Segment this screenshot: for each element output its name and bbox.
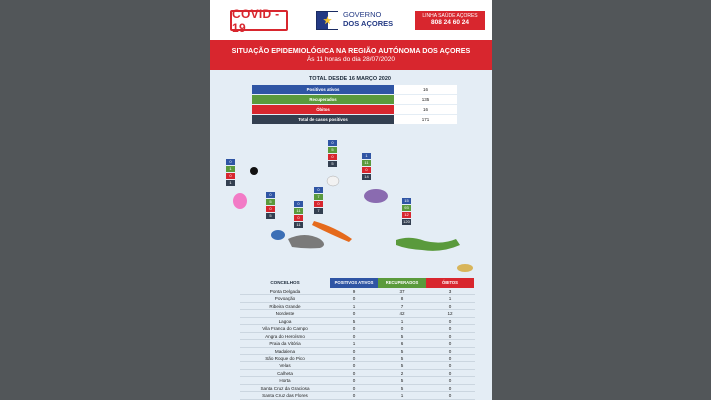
summary-table: [252, 85, 457, 125]
header-concelhos: CONCELHOS: [270, 280, 300, 285]
summary-value: 171: [394, 115, 457, 124]
cell-active: 0: [352, 326, 356, 332]
cell-active: 0: [352, 393, 356, 399]
cell-deaths: 0: [448, 326, 452, 332]
cell-deaths: 0: [448, 355, 452, 361]
graciosa-island: [327, 176, 339, 186]
summary-value: 16: [394, 105, 457, 114]
badge-active: 15: [402, 198, 411, 204]
table-row: [240, 348, 475, 355]
hotline-box: [415, 11, 485, 30]
santa-maria-island: [457, 264, 473, 272]
table-row: [240, 325, 475, 332]
table-row: [240, 288, 475, 295]
badge-deaths: 0: [314, 201, 323, 207]
pico-island: [288, 235, 324, 248]
cell-active: 0: [352, 385, 356, 391]
summary-value: 16: [394, 85, 457, 94]
flores-badge: [226, 159, 235, 187]
cell-name: Horta: [279, 378, 291, 384]
header-recovered: RECUPERADOS: [378, 278, 426, 288]
sao-miguel-badge: [402, 198, 411, 226]
pico-badge: [294, 201, 303, 229]
cell-recovered: 37: [399, 289, 405, 294]
cell-name: Madalena: [274, 348, 296, 354]
table-row: [240, 385, 475, 392]
government-logo-text: [343, 11, 403, 28]
summary-row: [252, 85, 457, 94]
cell-deaths: 0: [448, 363, 452, 369]
table-row: [240, 355, 475, 362]
cell-recovered: 5: [400, 348, 404, 354]
cell-deaths: 0: [448, 370, 452, 376]
badge-recovered: 11: [294, 208, 303, 214]
islands-map: [210, 135, 492, 280]
badge-total: 120: [403, 219, 410, 224]
cell-recovered: 2: [400, 370, 404, 376]
cell-deaths: 0: [448, 385, 452, 391]
cell-recovered: 42: [399, 311, 405, 317]
sao-miguel-island: [396, 238, 460, 251]
cell-active: 1: [352, 303, 356, 309]
badge-active: 1: [362, 153, 371, 159]
table-row: [240, 310, 475, 317]
cell-name: São Roque do Pico: [265, 355, 305, 361]
badge-active: 0: [226, 159, 235, 165]
table-header: [240, 278, 475, 288]
header-deaths: ÓBITOS: [426, 278, 474, 288]
badge-active: 0: [328, 140, 337, 146]
faial-island: [271, 230, 285, 240]
cell-active: 0: [352, 355, 356, 361]
summary-row: [252, 105, 457, 114]
cell-name: Angra do Heroísmo: [265, 333, 305, 339]
cell-name: Lagoa: [278, 318, 292, 324]
badge-active: 0: [294, 201, 303, 207]
table-row: [240, 362, 475, 369]
cell-deaths: 0: [448, 341, 452, 347]
cell-recovered: 1: [400, 318, 404, 324]
cell-deaths: 0: [448, 378, 452, 384]
badge-active: 0: [266, 192, 275, 198]
badge-total: 5: [266, 213, 275, 219]
hotline-label: LINHA SAÚDE AÇORES: [422, 13, 478, 19]
cell-deaths: 3: [448, 289, 452, 294]
badge-total: 11: [294, 222, 303, 228]
graciosa-badge: [328, 140, 337, 168]
summary-label: Recuperados: [252, 95, 394, 104]
cell-active: 0: [352, 348, 356, 354]
summary-label: Total de casos positivos: [252, 115, 394, 124]
badge-recovered: 5: [328, 147, 337, 153]
terceira-badge: [362, 153, 371, 181]
cell-active: 5: [352, 318, 356, 324]
concelhos-table: [240, 278, 475, 400]
badge-active: 0: [314, 187, 323, 193]
azores-map: [210, 135, 492, 280]
cell-deaths: 1: [448, 296, 452, 302]
hotline-number: 808 24 60 24: [431, 19, 469, 26]
cell-recovered: 5: [400, 333, 404, 339]
summary-label: Positivos ativos: [252, 85, 394, 94]
cell-name: Nordeste: [275, 311, 295, 317]
table-row: [240, 377, 475, 384]
faial-badge: [266, 192, 275, 220]
header-active: POSITIVOS ATIVOS: [330, 278, 378, 288]
cell-deaths: 0: [448, 393, 452, 399]
badge-deaths: 0: [362, 167, 371, 173]
cell-name: Ribeira Grande: [269, 303, 301, 309]
sao-jorge-badge: [314, 187, 323, 215]
table-row: [240, 370, 475, 377]
cell-recovered: 5: [400, 385, 404, 391]
corvo-island: [250, 167, 258, 175]
gov-line-2: DOS AÇORES: [343, 18, 394, 28]
cell-name: Praia da Vitória: [269, 341, 301, 347]
badge-total: 7: [314, 208, 323, 214]
cell-recovered: 0: [400, 326, 404, 332]
title-banner: [210, 40, 492, 70]
cell-active: 0: [352, 296, 356, 302]
banner-title: SITUAÇÃO EPIDEMIOLÓGICA NA REGIÃO AUTÓNOMA DOS AÇORES: [231, 46, 471, 55]
badge-deaths: 0: [294, 215, 303, 221]
cell-name: Santa Cruz das Flores: [262, 393, 308, 399]
cell-active: 9: [352, 289, 356, 294]
cell-name: Vila Franca do Campo: [262, 326, 308, 332]
table-row: [240, 303, 475, 310]
terceira-island: [364, 189, 388, 203]
cell-recovered: 8: [400, 296, 404, 302]
table-row: [240, 295, 475, 302]
table-row: [240, 318, 475, 325]
badge-total: 14: [362, 174, 371, 180]
table-row: [240, 340, 475, 347]
document-page: [210, 0, 492, 400]
cell-active: 0: [352, 363, 356, 369]
cell-name: Ponta Delgada: [269, 289, 301, 294]
cell-recovered: 7: [400, 303, 404, 309]
cell-name: Velas: [279, 363, 291, 369]
cell-recovered: 5: [400, 355, 404, 361]
cell-active: 0: [352, 333, 356, 339]
badge-recovered: 7: [314, 194, 323, 200]
cell-recovered: 5: [400, 378, 404, 384]
cell-deaths: 12: [447, 311, 453, 317]
cell-recovered: 1: [400, 393, 404, 399]
summary-title: TOTAL DESDE 16 MARÇO 2020: [309, 76, 391, 82]
cell-active: 0: [352, 311, 356, 317]
summary-row: [252, 95, 457, 104]
gov-line-1: GOVERNO: [343, 10, 382, 19]
badge-recovered: 1: [226, 166, 235, 172]
cell-name: Povoação: [274, 296, 296, 302]
cell-active: 0: [352, 378, 356, 384]
summary-value: 135: [394, 95, 457, 104]
cell-deaths: 0: [448, 333, 452, 339]
cell-deaths: 0: [448, 318, 452, 324]
azores-flag-icon: [316, 11, 338, 30]
covid-logo: COVID - 19: [230, 10, 288, 31]
badge-deaths: 0: [328, 154, 337, 160]
summary-label: Óbitos: [252, 105, 394, 114]
badge-recovered: 93: [402, 205, 411, 211]
badge-deaths: 0: [226, 173, 235, 179]
table-row: [240, 333, 475, 340]
table-body: [240, 288, 475, 400]
badge-recovered: 11: [362, 160, 371, 166]
cell-recovered: 6: [400, 341, 404, 347]
cell-name: Santa Cruz da Graciosa: [260, 385, 310, 391]
flores-island: [233, 193, 247, 209]
cell-active: 0: [352, 370, 356, 376]
cell-active: 1: [352, 341, 356, 347]
badge-deaths: 12: [402, 212, 411, 218]
page-header: [210, 0, 492, 40]
cell-deaths: 0: [448, 348, 452, 354]
banner-subtitle: Às 11 horas do dia 28/07/2020: [306, 56, 396, 63]
badge-deaths: 0: [266, 206, 275, 212]
cell-recovered: 5: [400, 363, 404, 369]
cell-deaths: 0: [448, 303, 452, 309]
badge-total: 1: [226, 180, 235, 186]
badge-recovered: 5: [266, 199, 275, 205]
table-row: [240, 392, 475, 399]
badge-total: 5: [328, 161, 337, 167]
summary-row: [252, 115, 457, 124]
cell-name: Calheta: [277, 370, 293, 376]
